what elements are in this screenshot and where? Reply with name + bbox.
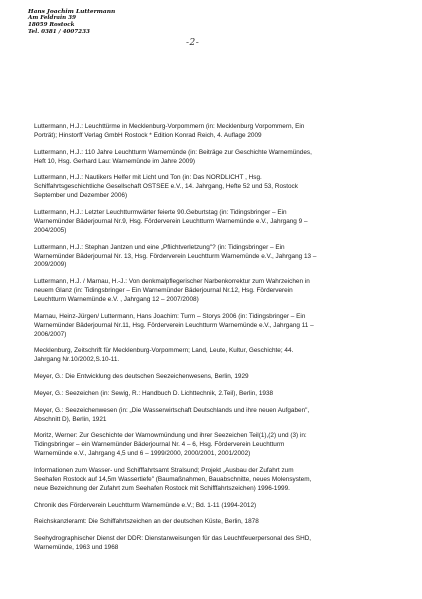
entry-line: Heft 10, Hsg. Gerhard Lau: Warnemünde im Jahre 2009) [34,157,196,165]
entry-line: Warnemünder Bäderjournal Nr.11, Hsg. Förderverein Leuchtturm Warnemünde e.V., Jahrgang 11 – [34,321,314,329]
bibliography-entry [34,209,394,236]
stamp-street: Am Feldrain 39 [28,15,76,21]
entry-line: Luttermann, H.J. / Marnau, H.-J.: Von denkmalpflegerischer Narbenkorrektur zum Wahrzeichen in [34,278,310,286]
entry-line: Jahrgang Nr.10/2002,S.10-11. [34,356,120,364]
bibliography-entry [34,373,394,382]
bibliography-entry [34,149,394,167]
entry-line: Warnemünder Bäderjournal Nr.9, Hsg. Förderverein Leuchtturm Warnemünde e.V., Jahrgang 9 – [34,217,308,225]
bibliography-entry [34,407,394,425]
bibliography-entry [34,313,394,340]
entry-line: Reichskanzleramt: Die Schiffahrtszeichen an der deutschen Küste, Berlin, 1878 [34,518,259,526]
bibliography-entry [34,502,394,511]
entry-line: Marnau, Heinz-Jürgen/ Luttermann, Hans Joachim: Turm – Storys 2006 (in: Tidingsbringer – Ein [34,312,306,320]
bibliography-entry [34,174,394,201]
entry-line: Schiffahrtsgeschichtliche Gesellschaft OSTSEE e.V., 14. Jahrgang, Hefte 52 und 53, Rostock [34,183,298,191]
bibliography-entry [34,244,394,271]
stamp-city: 18059 Rostock [28,22,75,28]
entry-line: neue Bezeichnung der Zufahrt zum Seehafen Rostock mit Schifffahrtszeichen) 1996-1999. [34,484,290,492]
bibliography-entry [34,432,394,459]
bibliography-entry [34,278,394,305]
entry-line: Warnemünde e.V., Jahrgang 4,5 und 6 – 1999/2000, 2000/2001, 2001/2002) [34,450,251,458]
entry-line: Meyer, G.: Seezeichenwesen (in: „Die Wasserwirtschaft Deutschlands und ihre neuen Aufgaben", [34,406,310,414]
entry-line: 2006/2007) [34,330,67,338]
entry-line: 2004/2005) [34,226,67,234]
bibliography-entry [34,535,394,553]
entry-line: Tidingsbringer – ein Warnemünder Bäderjournal Nr. 4 – 6, Hsg. Förderverein Leuchtturm [34,441,285,449]
entry-line: September und Dezember 2006) [34,192,128,200]
entry-line: 2009/2009) [34,261,67,269]
entry-line: Luttermann, H.J.: Letzter Leuchtturmwärter feierte 90.Geburtstag (in: Tidingsbringer – Ein [34,209,287,217]
entry-line: Luttermann, H.J.: 110 Jahre Leuchtturm Warnemünde (in: Beiträge zur Geschichte Warnemündes, [34,148,312,156]
entry-line: Meyer, G.: Die Entwicklung des deutschen Seezeichenwesens, Berlin, 1929 [34,373,249,381]
stamp-phone: Tel. 0381 / 4007233 [28,29,90,35]
entry-line: Leuchtturm Warnemünde e.V. , Jahrgang 12 – 2007/2008) [34,296,199,304]
entry-line: Warnemünder Bäderjournal Nr. 13, Hsg. Förderverein Leuchtturm Warnemünde e.V., Jahrgang 13 – [34,252,317,260]
entry-line: Abschnitt D), Berlin, 1921 [34,415,107,423]
bibliography-list [34,123,394,561]
entry-line: neuem Glanz (in: Tidingsbringer – Ein Warnemünder Bäderjournal Nr.12, Hsg. Förderverein [34,287,293,295]
bibliography-entry [34,518,394,527]
entry-line: Luttermann, H.J.: Leuchttürme in Mecklenburg-Vorpommern (in: Mecklenburg Vorpommern, Ein [34,123,305,130]
bibliography-entry [34,123,394,141]
entry-line: Luttermann, H.J.: Nautikers Helfer mit Licht und Ton (in: Das NORDLICHT , Hsg. [34,174,262,182]
entry-line: Meyer, G.: Seezeichen (in: Sewig, R.: Handbuch D. Lichttechnik, 2.Teil), Berlin, 1938 [34,389,274,397]
entry-line: Seehafen Rostock auf 14,5m Wassertiefe" (Baumaßnahmen, Bauabschnitte, neues Molensystem, [34,475,312,483]
entry-line: Chronik des Förderverein Leuchtturm Warnemünde e.V.; Bd. 1-11 (1994-2012) [34,501,257,509]
entry-line: Seehydrographischer Dienst der DDR: Dienstanweisungen für das Leuchtfeuerpersonal des SHD, [34,535,312,543]
bibliography-entry [34,347,394,365]
page-number: -2- [186,38,200,48]
bibliography-entry [34,390,394,399]
entry-line: Porträt); Hinstorff Verlag GmbH Rostock * Edition Konrad Reich, 4. Auflage 2009 [34,131,262,139]
entry-line: Mecklenburg, Zeitschrift für Mecklenburg-Vorpommern; Land, Leute, Kultur, Geschichte; 44. [34,347,294,355]
address-stamp [28,8,138,36]
bibliography-entry [34,467,394,494]
entry-line: Warnemünde, 1963 und 1968 [34,544,119,552]
entry-line: Luttermann, H.J.: Stephan Jantzen und eine „Pflichtverletzung"? (in: Tidingsbringer – Ein [34,243,285,251]
stamp-name: Hans Joachim Luttermann [28,8,116,15]
entry-line: Informationen zum Wasser- und Schifffahrtsamt Stralsund; Projekt „Ausbau der Zufahrt zum [34,467,294,475]
entry-line: Moritz, Werner: Zur Geschichte der Warnowmündung und ihrer Seezeichen Teil(1),(2) und (3) in: [34,432,307,440]
